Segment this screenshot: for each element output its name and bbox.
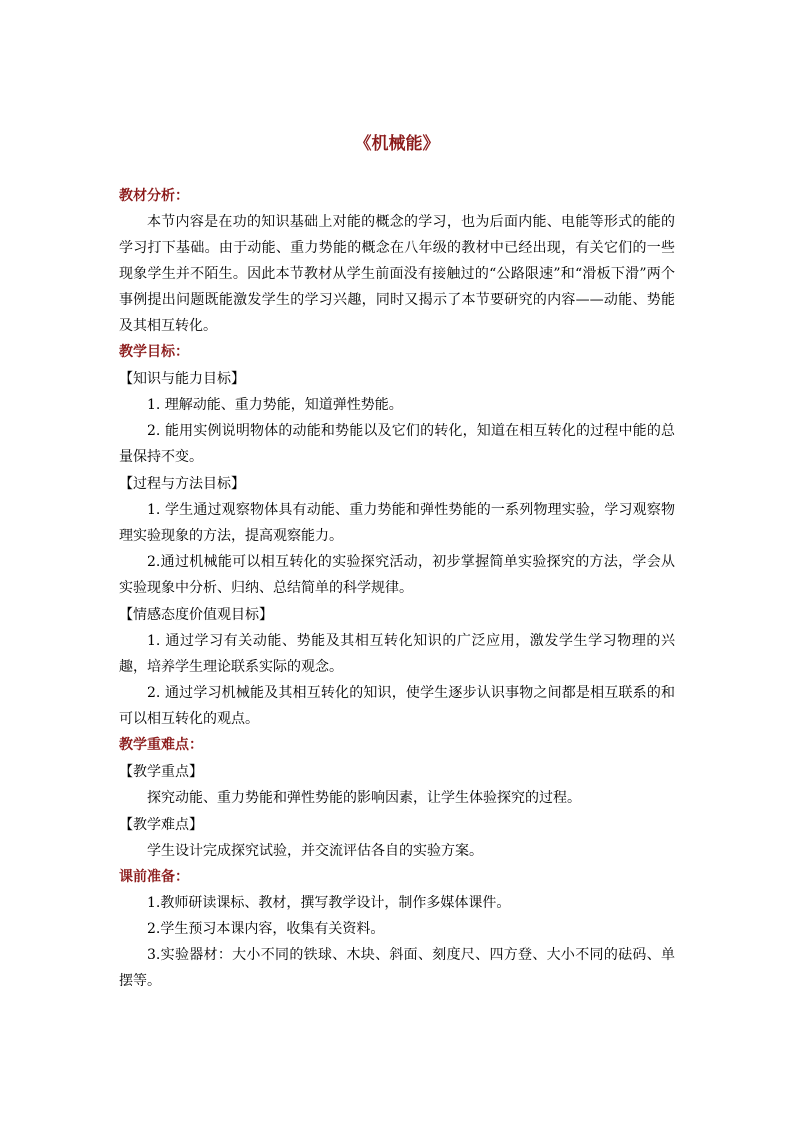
- prep-item-2: 2.学生预习本课内容，收集有关资料。: [147, 921, 385, 937]
- knowledge-goal-item-2: 2. 能用实例说明物体的动能和势能以及它们的转化，知道在相互转化的过程中能的总量保持不变。: [119, 423, 675, 465]
- process-goal-item-2: 2.通过机械能可以相互转化的实验探究活动，初步掌握简单实验探究的方法，学会从实验现象中分析、归纳、总结简单的科学规律。: [119, 554, 675, 596]
- document-body: [119, 183, 675, 994]
- focus-text: 探究动能、重力势能和弹性势能的影响因素，让学生体验探究的过程。: [147, 790, 581, 806]
- difficulty-text: 学生设计完成探究试验，并交流评估各自的实验方案。: [147, 843, 483, 859]
- section-heading-prep: 课前准备：: [119, 869, 189, 885]
- section-heading-keypoints: 教学重难点：: [119, 737, 203, 753]
- knowledge-goal-label: 【知识与能力目标】: [119, 371, 245, 387]
- document-title: 《机械能》: [354, 134, 440, 154]
- section-heading-goals: 教学目标：: [119, 344, 189, 360]
- emotion-goal-label: 【情感态度价值观目标】: [119, 607, 273, 623]
- emotion-goal-item-2: 2. 通过学习机械能及其相互转化的知识，使学生逐步认识事物之间都是相互联系的和可以相互转化的观点。: [119, 685, 675, 727]
- difficulty-label: 【教学难点】: [119, 817, 203, 833]
- knowledge-goal-item-1: 1. 理解动能、重力势能，知道弹性势能。: [147, 397, 403, 413]
- prep-item-3: 3.实验器材：大小不同的铁球、木块、斜面、刻度尺、四方登、大小不同的砝码、单摆等。: [119, 947, 675, 989]
- emotion-goal-item-1: 1. 通过学习有关动能、势能及其相互转化知识的广泛应用，激发学生学习物理的兴趣，培养学生理论联系实际的观念。: [119, 633, 675, 675]
- focus-label: 【教学重点】: [119, 764, 203, 780]
- prep-item-1: 1.教师研读课标、教材，撰写教学设计，制作多媒体课件。: [147, 895, 511, 911]
- analysis-paragraph: 本节内容是在功的知识基础上对能的概念的学习，也为后面内能、电能等形式的能的学习打下基础。由于动能、重力势能的概念在八年级的教材中已经出现，有关它们的一些现象学生并不陌生。因此本节教材从学生前面没有接触过的“公路限速”和“滑板下滑”两个事例提出问题既能激发学生的学习兴趣，同时又揭示了本节要研究的内容——动能、势能及其相互转化。: [119, 214, 675, 334]
- process-goal-label: 【过程与方法目标】: [119, 476, 245, 492]
- process-goal-item-1: 1. 学生通过观察物体具有动能、重力势能和弹性势能的一系列物理实验，学习观察物理实验现象的方法，提高观察能力。: [119, 502, 675, 544]
- section-heading-analysis: 教材分析：: [119, 188, 189, 204]
